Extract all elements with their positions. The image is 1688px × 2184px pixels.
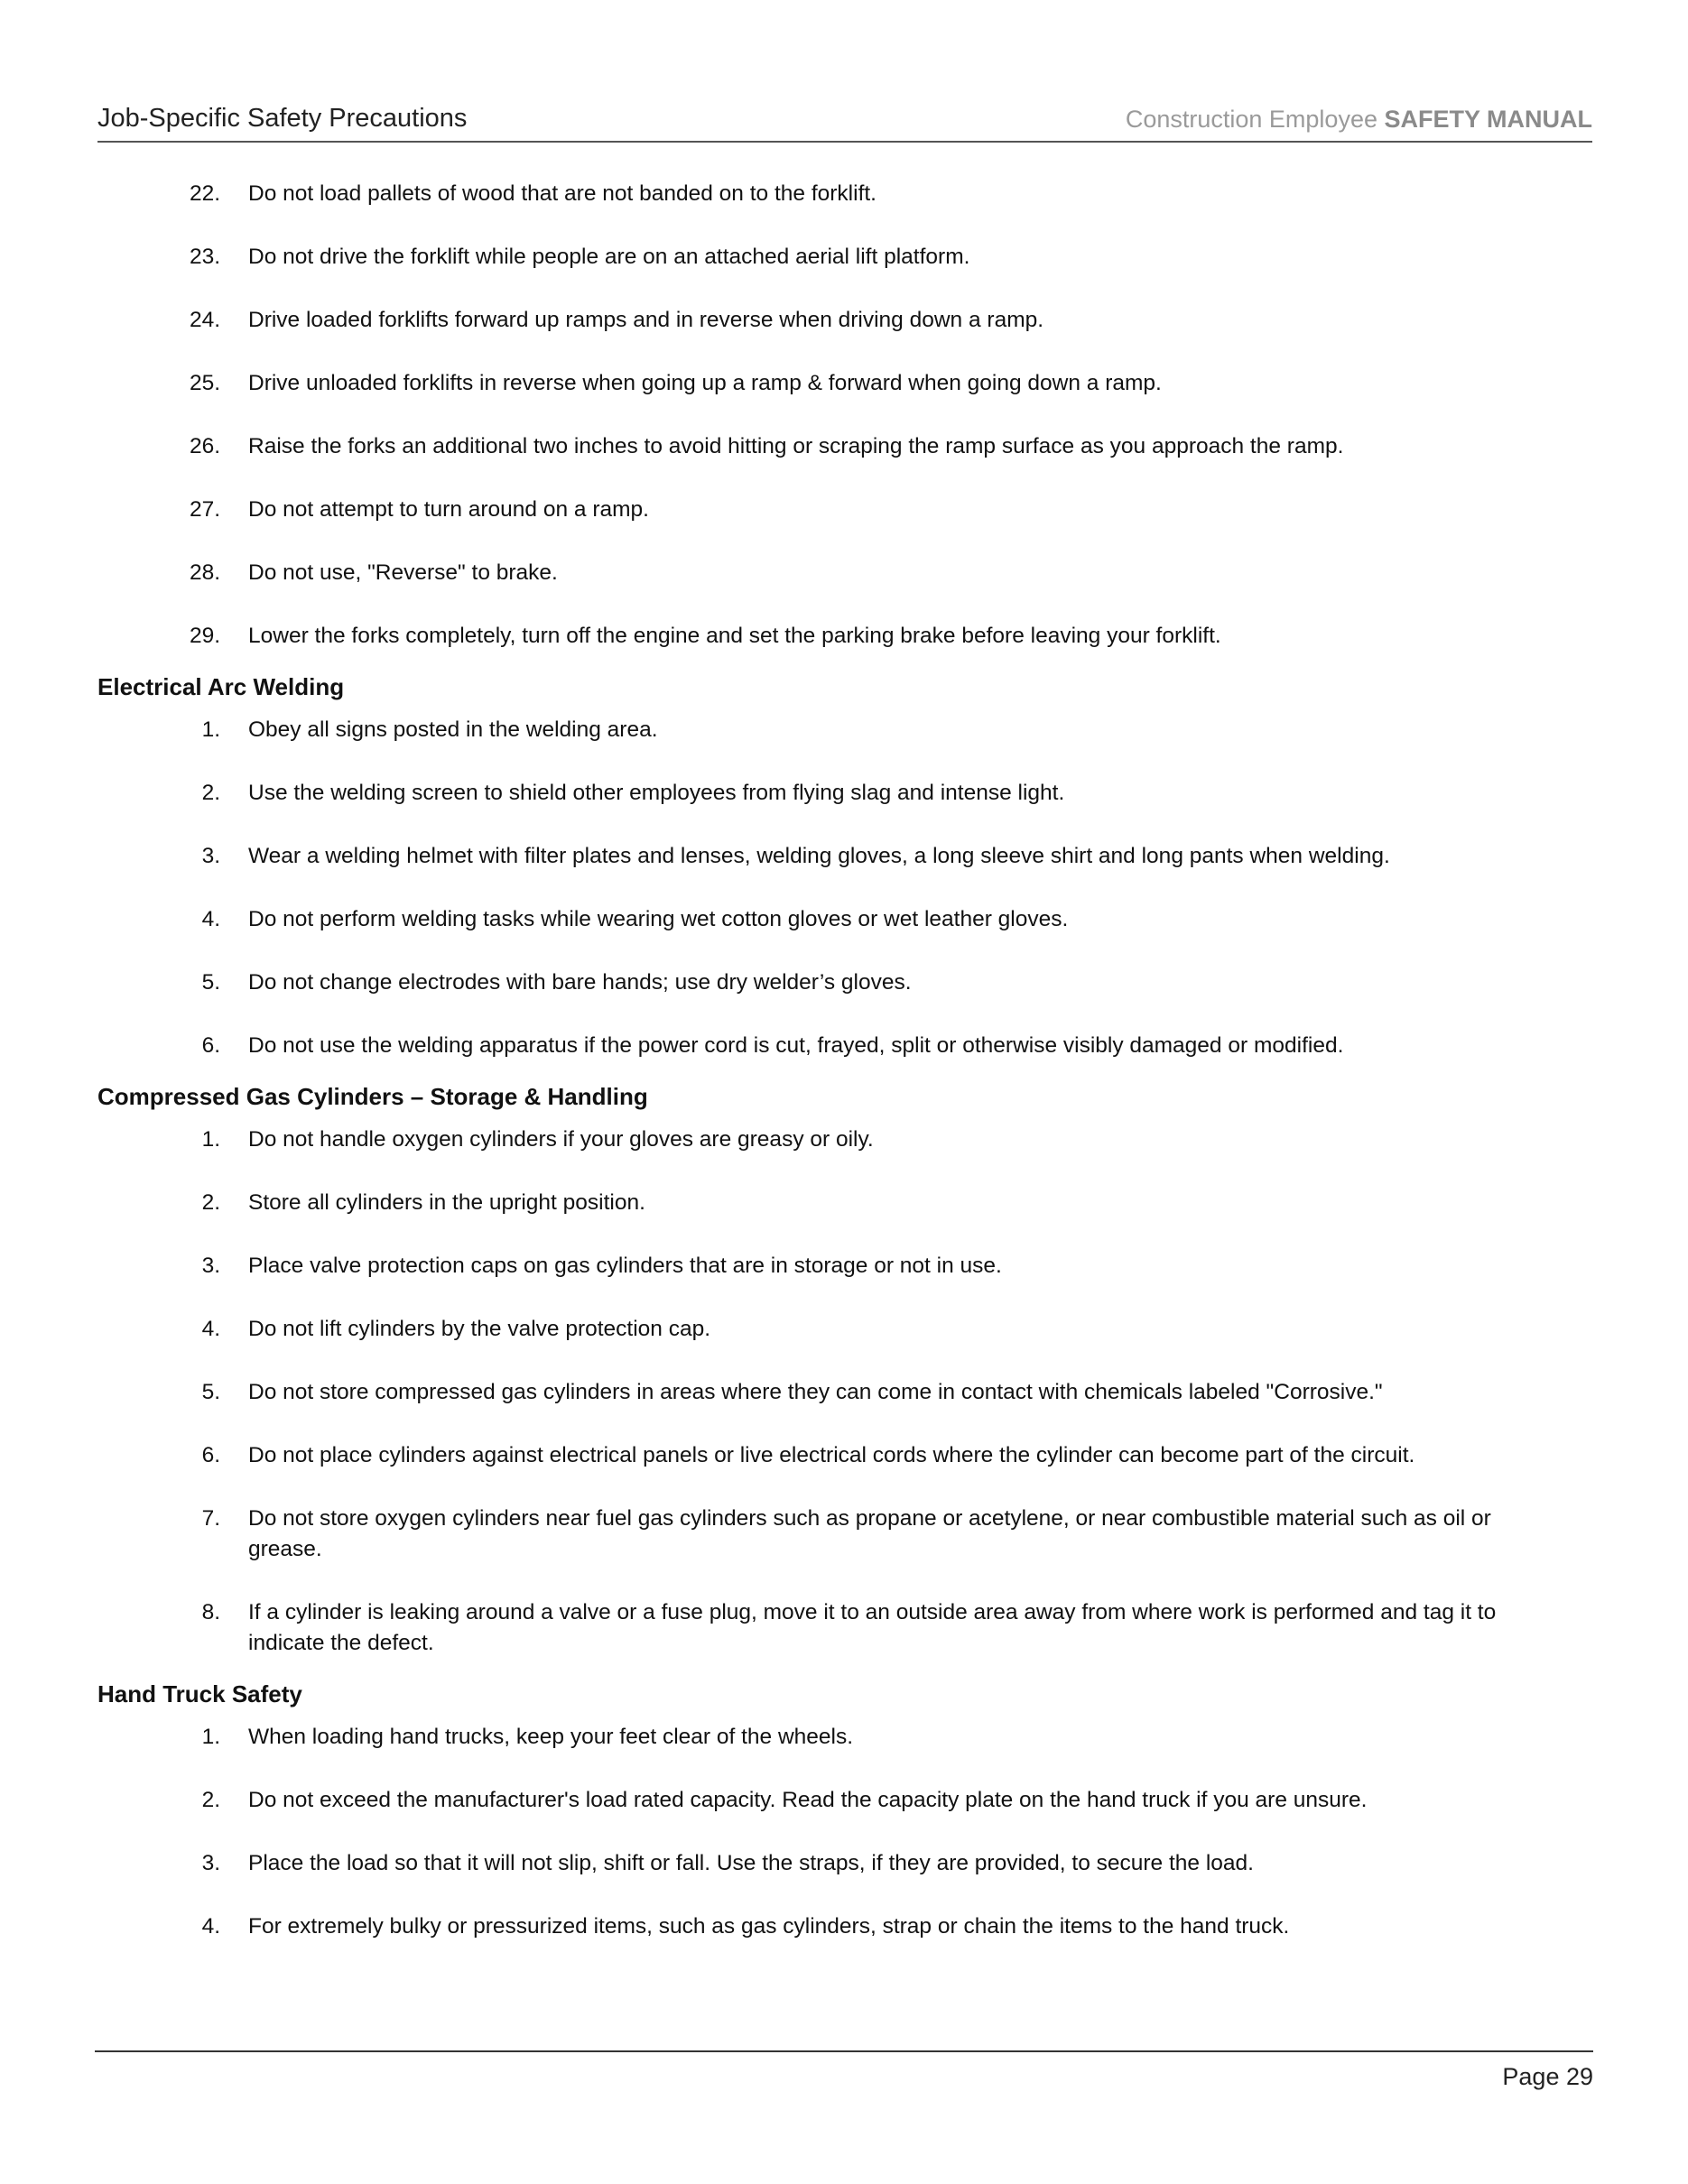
list-item-number: 8. [201,1600,220,1624]
numbered-list [97,1124,1592,1659]
list-item-text: When loading hand trucks, keep your feet clear of the wheels. [248,1725,854,1749]
list-item [97,1848,1592,1879]
header-manual-strong: SAFETY MANUAL [1384,106,1592,133]
header-manual-prefix: Construction Employee [1125,106,1385,133]
list-item-number: 27. [189,497,220,522]
list-item-text: Do not lift cylinders by the valve protection cap. [248,1317,711,1341]
list-item-number: 4. [201,1914,220,1939]
list-item [97,778,1592,809]
page-footer [95,2050,1593,2090]
list-item [97,242,1592,273]
list-item-number: 2. [201,1788,220,1812]
list-item-text: Do not attempt to turn around on a ramp. [248,497,649,522]
list-item [97,1785,1592,1816]
numbered-list [97,1722,1592,1942]
list-item [97,1504,1592,1565]
list-item-text: Obey all signs posted in the welding area. [248,717,658,742]
list-item [97,1251,1592,1282]
list-item-number: 1. [201,1725,220,1749]
list-item-number: 24. [189,308,220,332]
header-section-title: Job-Specific Safety Precautions [97,104,468,133]
list-item-text: Do not perform welding tasks while wearing wet cotton gloves or wet leather gloves. [248,907,1069,931]
list-item-number: 2. [201,1190,220,1215]
list-item-number: 22. [189,181,220,206]
list-item-number: 5. [201,970,220,995]
list-item [97,1911,1592,1942]
header-manual-title [1126,106,1592,134]
list-item [97,1597,1592,1659]
list-item-number: 5. [201,1380,220,1404]
list-item-number: 3. [201,1851,220,1875]
list-item-number: 6. [201,1443,220,1467]
page-content [97,179,1592,1962]
numbered-list [97,179,1592,652]
list-item [97,495,1592,525]
list-item-text: If a cylinder is leaking around a valve or a fuse plug, move it to an outside area away from where work is performed and tag it to indicate the defect. [248,1600,1497,1655]
list-item-text: Do not store oxygen cylinders near fuel gas cylinders such as propane or acetylene, or near combustible material such as oil or grease. [248,1506,1491,1561]
list-item [97,368,1592,399]
list-item-text: Do not load pallets of wood that are not banded on to the forklift. [248,181,876,206]
list-item-text: Do not exceed the manufacturer's load rated capacity. Read the capacity plate on the hand truck if you are unsure. [248,1788,1368,1812]
list-item [97,179,1592,209]
list-item-number: 1. [201,717,220,742]
list-item-number: 1. [201,1127,220,1152]
list-item-text: For extremely bulky or pressurized items, such as gas cylinders, strap or chain the items to the hand truck. [248,1914,1290,1939]
list-item [97,904,1592,935]
list-item [97,715,1592,745]
numbered-list [97,715,1592,1061]
list-item-number: 25. [189,371,220,395]
section-heading: Compressed Gas Cylinders – Storage & Handling [97,1083,648,1110]
list-item-text: Store all cylinders in the upright position. [248,1190,645,1215]
list-item-text: Do not handle oxygen cylinders if your gloves are greasy or oily. [248,1127,874,1152]
list-item [97,1031,1592,1061]
list-item [97,1188,1592,1218]
section-heading: Electrical Arc Welding [97,673,345,700]
list-item [97,967,1592,998]
list-item [97,431,1592,462]
list-item-text: Do not change electrodes with bare hands; use dry welder’s gloves. [248,970,912,995]
list-item-text: Use the welding screen to shield other employees from flying slag and intense light. [248,781,1065,805]
list-item-number: 7. [201,1506,220,1531]
list-item-number: 3. [201,844,220,868]
list-item-number: 3. [201,1254,220,1278]
list-item [97,1377,1592,1408]
list-item [97,1440,1592,1471]
list-item-text: Lower the forks completely, turn off the engine and set the parking brake before leaving your forklift. [248,624,1221,648]
list-item-text: Wear a welding helmet with filter plates and lenses, welding gloves, a long sleeve shirt and long pants when welding. [248,844,1390,868]
list-item-text: Place the load so that it will not slip, shift or fall. Use the straps, if they are provided, to secure the load. [248,1851,1254,1875]
list-item-number: 29. [189,624,220,648]
list-item-text: Raise the forks an additional two inches to avoid hitting or scraping the ramp surface as you approach the ramp. [248,434,1344,458]
list-item-number: 6. [201,1033,220,1058]
list-item-text: Drive unloaded forklifts in reverse when going up a ramp & forward when going down a ramp. [248,371,1162,395]
list-item-number: 28. [189,560,220,585]
list-item [97,1124,1592,1155]
page-header [97,101,1592,143]
list-item-number: 2. [201,781,220,805]
list-item [97,558,1592,588]
list-item-text: Do not use the welding apparatus if the power cord is cut, frayed, split or otherwise visibly damaged or modified. [248,1033,1344,1058]
list-item-text: Do not use, "Reverse" to brake. [248,560,558,585]
list-item-number: 4. [201,907,220,931]
list-item-text: Do not drive the forklift while people are on an attached aerial lift platform. [248,245,970,269]
list-item [97,1722,1592,1753]
list-item-text: Do not store compressed gas cylinders in areas where they can come in contact with chemicals labeled "Corrosive." [248,1380,1383,1404]
list-item-number: 26. [189,434,220,458]
list-item-number: 4. [201,1317,220,1341]
list-item [97,621,1592,652]
page-number: Page 29 [1502,2063,1593,2090]
list-item [97,305,1592,336]
list-item [97,841,1592,872]
list-item-number: 23. [189,245,220,269]
list-item-text: Place valve protection caps on gas cylinders that are in storage or not in use. [248,1254,1002,1278]
list-item-text: Do not place cylinders against electrical panels or live electrical cords where the cylinder can become part of the circuit. [248,1443,1415,1467]
list-item-text: Drive loaded forklifts forward up ramps and in reverse when driving down a ramp. [248,308,1044,332]
list-item [97,1314,1592,1345]
section-heading: Hand Truck Safety [97,1680,302,1707]
